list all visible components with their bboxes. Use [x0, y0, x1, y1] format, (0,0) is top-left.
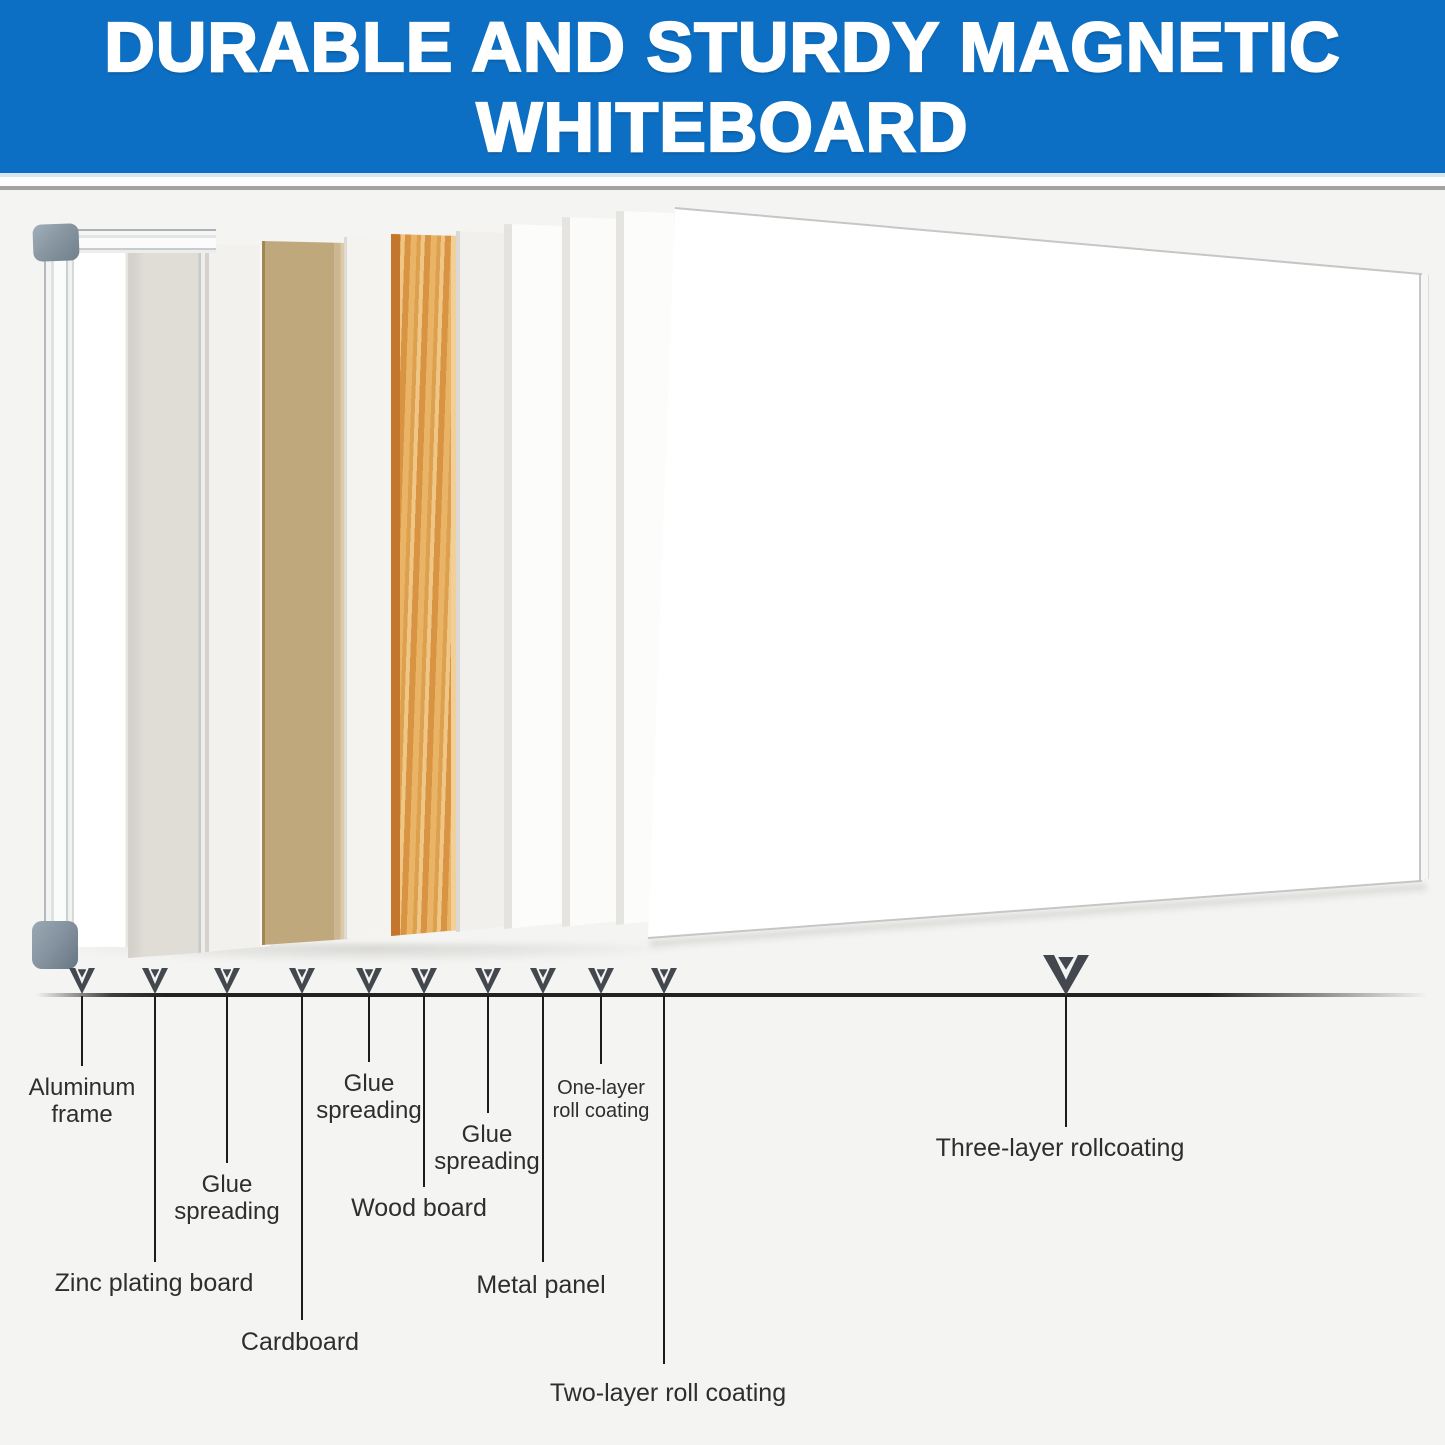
label-one-layer-roll-coating — [553, 1077, 650, 1123]
label-text: Glue — [343, 1070, 395, 1097]
leader-line-cardboard — [301, 996, 303, 1320]
board-side-face — [1421, 275, 1429, 879]
leader-line-one-layer-roll-coating — [600, 996, 602, 1064]
callout-baseline — [36, 993, 1437, 997]
page-title-line2: WHITEBOARD — [476, 87, 969, 166]
aluminum-frame-left-rail — [44, 238, 74, 950]
panel-metal-panel — [504, 224, 565, 929]
label-metal-panel — [476, 1271, 605, 1300]
panel-cardboard — [262, 241, 348, 945]
label-three-layer-rollcoating — [936, 1134, 1185, 1163]
panel-three-layer-rollcoating-board — [648, 207, 1421, 939]
label-aluminum-frame — [29, 1074, 136, 1128]
label-text: roll coating — [552, 1100, 650, 1122]
label-glue-spreading-1 — [174, 1171, 279, 1225]
leader-line-three-layer-rollcoating — [1065, 996, 1067, 1127]
frame-corner-cap-bottom — [32, 921, 78, 969]
marker-arrow-icon — [356, 968, 382, 994]
leader-line-glue-spreading-3 — [487, 996, 489, 1113]
marker-arrow-icon — [142, 968, 168, 994]
aluminum-frame-top-rail — [64, 229, 216, 253]
marker-arrow-icon — [214, 968, 240, 994]
label-text: spreading — [174, 1198, 280, 1225]
marker-arrow-icon — [530, 968, 556, 994]
label-text: Zinc plating board — [54, 1269, 254, 1297]
marker-arrow-icon — [289, 968, 315, 994]
leader-line-zinc-plating-board — [154, 996, 156, 1262]
header-banner — [0, 0, 1445, 173]
marker-arrow-icon — [588, 968, 614, 994]
label-text: spreading — [434, 1148, 540, 1175]
leader-line-aluminum-frame — [81, 996, 83, 1066]
page-title-line1: DURABLE AND STURDY MAGNETIC — [104, 7, 1341, 86]
header-divider — [0, 173, 1445, 193]
marker-arrow-icon — [411, 968, 437, 994]
panel-glue-spreading-1 — [205, 244, 270, 952]
marker-arrow-icon — [475, 968, 501, 994]
panel-glue-spreading-3 — [456, 231, 507, 932]
label-two-layer-roll-coating — [550, 1379, 786, 1408]
label-text: Wood board — [351, 1194, 487, 1222]
label-text: Glue — [461, 1121, 513, 1148]
label-zinc-plating-board — [55, 1269, 254, 1298]
panel-one-layer-roll-coating — [562, 217, 619, 927]
label-text: Glue — [201, 1171, 253, 1198]
leader-line-metal-panel — [542, 996, 544, 1262]
marker-arrow-icon — [69, 968, 95, 994]
label-text: Cardboard — [240, 1328, 360, 1356]
panel-wood-board — [391, 234, 459, 936]
label-cardboard — [241, 1328, 359, 1357]
label-glue-spreading-3 — [434, 1121, 539, 1175]
label-text: Aluminum — [28, 1074, 136, 1101]
label-wood-board — [351, 1194, 487, 1223]
whiteboard-front-sheet — [72, 250, 133, 947]
label-glue-spreading-2 — [316, 1070, 421, 1124]
panel-zinc-plating-board — [128, 246, 210, 958]
label-text: frame — [51, 1101, 113, 1128]
label-text: Three-layer rollcoating — [935, 1134, 1185, 1162]
frame-corner-cap-top — [32, 223, 79, 262]
leader-line-glue-spreading-2 — [368, 996, 370, 1062]
label-text: spreading — [316, 1097, 422, 1124]
leader-line-glue-spreading-1 — [226, 996, 228, 1163]
label-text: Two-layer roll coating — [549, 1379, 787, 1407]
leader-line-two-layer-roll-coating — [663, 996, 665, 1364]
panel-glue-spreading-2 — [344, 237, 392, 939]
label-text: Metal panel — [476, 1271, 606, 1299]
marker-arrow-icon — [651, 968, 677, 994]
leader-line-wood-board — [423, 996, 425, 1187]
label-text: One-layer — [557, 1077, 645, 1099]
marker-arrow-icon-large — [1043, 955, 1089, 995]
